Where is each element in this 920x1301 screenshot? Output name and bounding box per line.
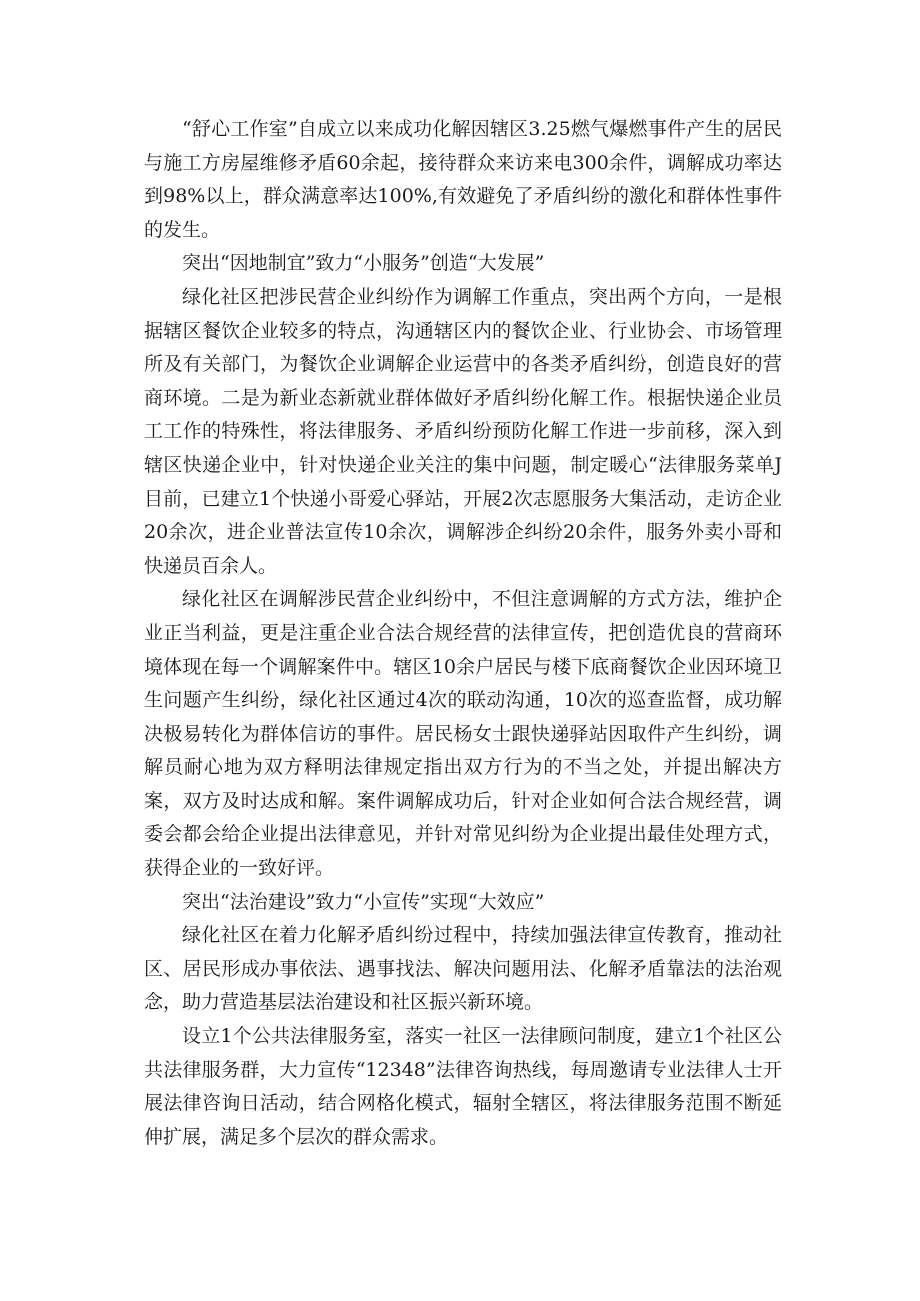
paragraph-mediation-cases: 绿化社区在调解涉民营企业纠纷中，不但注意调解的方式方法，维护企业正当利益，更是注重企业合法合规经营的法律宣传，把创造优良的营商环境体现在每一个调解案件中。辖区10余户居民与楼下底商餐饮企业因环境卫生问题产生纠纷，绿化社区通过4次的联动沟通，10次的巡查监督，成功解决极易转化为群体信访的事件。居民杨女士跟快递驿站因取件产生纠纷，调解员耐心地为双方释明法律规定指出双方行为的不当之处，并提出解决方案，双方及时达成和解。案件调解成功后，针对企业如何合法合规经营，调委会都会给企业提出法律意见，并针对常见纠纷为企业提出最佳处理方式，获得企业的一致好评。 xyxy=(144,588,782,880)
paragraph-public-legal-service: 设立1个公共法律服务室，落实一社区一法律顾问制度，建立1个社区公共法律服务群，大力宣传“12348”法律咨询热线，每周邀请专业法律人士开展法律咨询日活动，结合网格化模式，辐射全辖区，将法律服务范围不断延伸扩展，满足多个层次的群众需求。 xyxy=(144,1025,782,1148)
document-body xyxy=(144,113,782,1154)
section-heading-rule-of-law: 突出“法治建设”致力“小宣传”实现“大效应” xyxy=(182,890,545,913)
paragraph-legal-education: 绿化社区在着力化解矛盾纠纷过程中，持续加强法律宣传教育，推动社区、居民形成办事依法、遇事找法、解决问题用法、化解矛盾靠法的法治观念，助力营造基层法治建设和社区振兴新环境。 xyxy=(144,924,782,1014)
paragraph-private-enterprise-disputes: 绿化社区把涉民营企业纠纷作为调解工作重点，突出两个方向，一是根据辖区餐饮企业较多的特点，沟通辖区内的餐饮企业、行业协会、市场管理所及有关部门，为餐饮企业调解企业运营中的各类矛盾纠纷，创造良好的营商环境。二是为新业态新就业群体做好矛盾纠纷化解工作。根据快递企业员工工作的特殊性，将法律服务、矛盾纠纷预防化解工作进一步前移，深入到辖区快递企业中，针对快递企业关注的集中问题，制定暖心“法律服务菜单J目前，已建立1个快递小哥爱心驿站，开展2次志愿服务大集活动，走访企业20余次，进企业普法宣传10余次，调解涉企纠纷20余件，服务外卖小哥和快递员百余人。 xyxy=(144,285,782,577)
paragraph-studio-results: “舒心工作室”自成立以来成功化解因辖区3.25燃气爆燃事件产生的居民与施工方房屋维修矛盾60余起，接待群众来访来电300余件，调解成功率达到98%以上，群众满意率达100%,有效避免了矛盾纠纷的激化和群体性事件的发生。 xyxy=(144,118,782,241)
section-heading-local-conditions: 突出“因地制宜”致力“小服务”创造“大发展” xyxy=(182,252,545,275)
